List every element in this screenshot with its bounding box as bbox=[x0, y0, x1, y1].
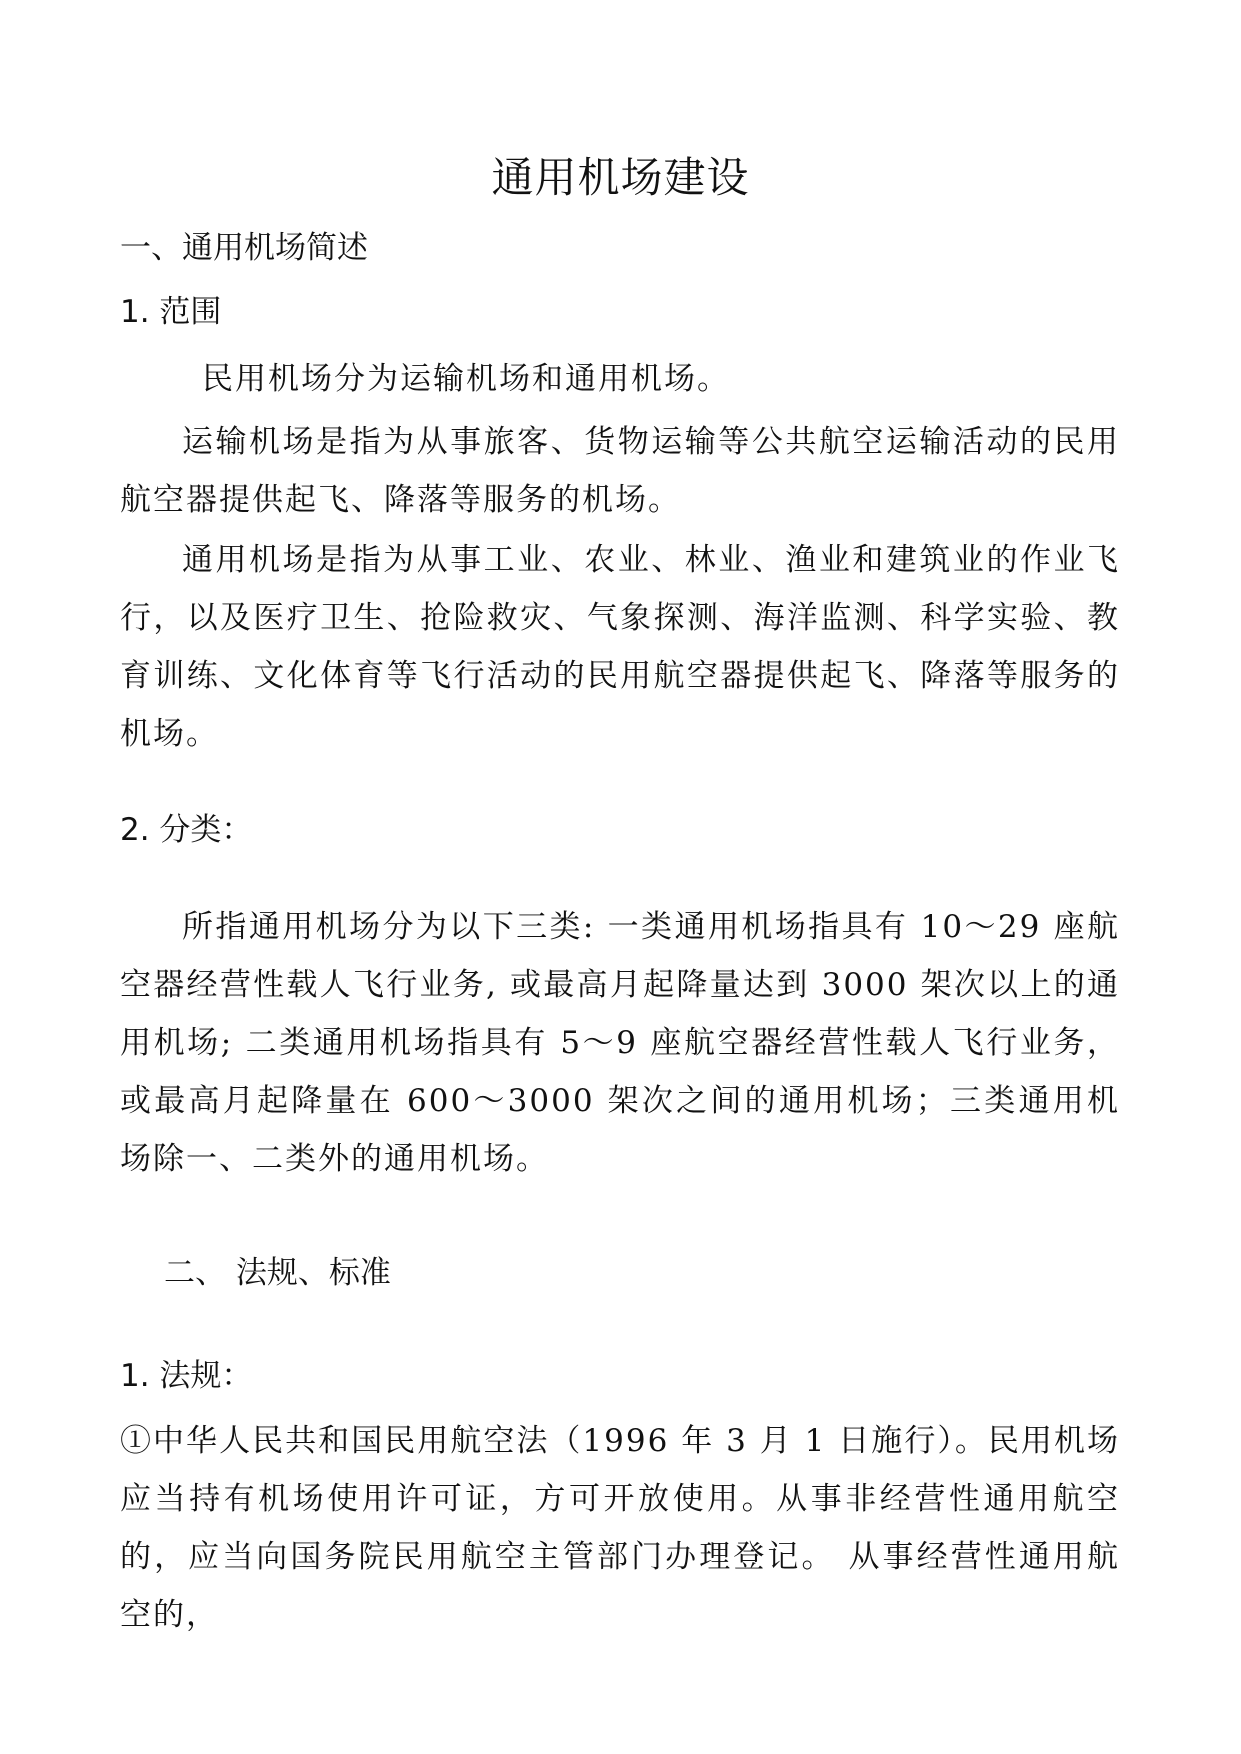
document-title: 通用机场建设 bbox=[491, 153, 750, 202]
paragraph-airport-types: 民用机场分为运输机场和通用机场。 bbox=[202, 361, 730, 397]
paragraph-general-aviation-airport: 通用机场是指为从事工业、农业、林业、渔业和建筑业的作业飞行，以及医疗卫生、抢险救灾、气象探测、海洋监测、科学实验、教育训练、文化体育等飞行活动的民用航空器提供起飞、降落等服务的机场。 bbox=[120, 542, 1120, 752]
paragraph-transport-airport: 运输机场是指为从事旅客、货物运输等公共航空运输活动的民用航空器提供起飞、降落等服务的机场。 bbox=[120, 424, 1120, 518]
section-heading-overview: 一、通用机场简述 bbox=[120, 230, 368, 266]
subheading-scope: 1. 范围 bbox=[120, 294, 222, 330]
paragraph-classification: 所指通用机场分为以下三类: 一类通用机场指具有 10～29 座航空器经营性载人飞行业务, 或最高月起降量达到 3000 架次以上的通用机场; 二类通用机场指具有 5～9 座航空器经营性载人飞行业务，或最高月起降量在 600～3000 架次之间的通用机场；三类通用机场除一、二类外的通用机场。 bbox=[120, 909, 1120, 1177]
section-heading-regulations: 二、 法规、标准 bbox=[164, 1255, 391, 1291]
paragraph-civil-aviation-law: ①中华人民共和国民用航空法（1996 年 3 月 1 日施行）。民用机场应当持有机场使用许可证，方可开放使用。从事非经营性通用航空的，应当向国务院民用航空主管部门办理登记。 从事经营性通用航空的， bbox=[120, 1423, 1120, 1633]
subheading-regulations: 1. 法规： bbox=[120, 1358, 253, 1394]
subheading-classification: 2. 分类： bbox=[120, 812, 253, 848]
